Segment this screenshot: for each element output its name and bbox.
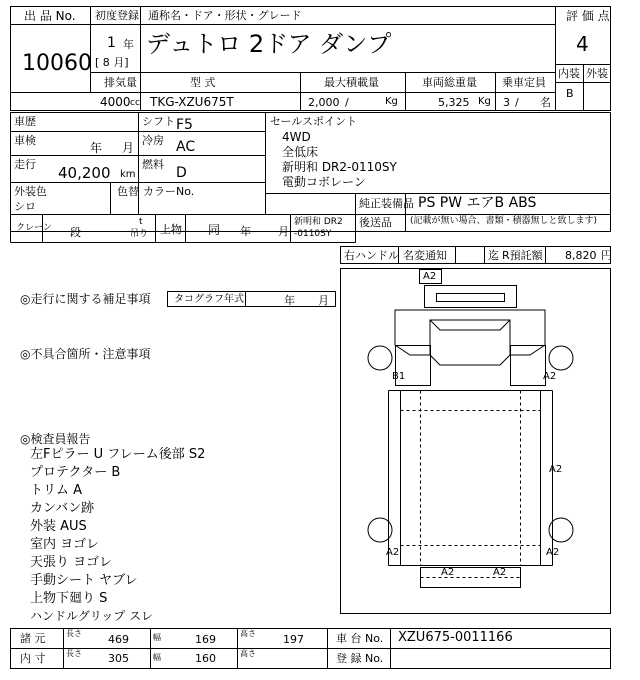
displacement-value: 4000: [100, 95, 131, 109]
ext-color-label: 外装色: [14, 185, 47, 198]
mark-a2-right-mid: A2: [549, 464, 563, 475]
r-value: 8,820: [565, 249, 597, 262]
mileage-label: 走行: [14, 158, 36, 171]
equipment-label: 純正装備品: [359, 197, 414, 210]
body-maker-1: 新明和 DR2: [294, 217, 343, 227]
crane-t: t: [139, 217, 143, 227]
mark-a2-right-front: A2: [543, 371, 557, 382]
inspector-line-8: 手動シート ヤブレ: [30, 573, 138, 588]
width-label-2: 幅: [153, 653, 161, 662]
sales-point-1: 4WD: [282, 130, 311, 144]
inner-len: 305: [108, 652, 129, 665]
ext-color-value: シロ: [14, 200, 36, 213]
dims-len: 469: [108, 633, 129, 646]
first-reg-label: 初度登録: [95, 9, 139, 22]
chassis-value: XZU675-0011166: [398, 630, 513, 645]
name-label: 通称名・ドア・形状・グレード: [148, 9, 302, 22]
inspector-line-3: トリム A: [30, 483, 83, 498]
dims-height: 197: [283, 633, 304, 646]
capacity-unit: 名: [540, 96, 551, 109]
load-unit: Kg: [385, 96, 398, 107]
docs-label: 後送品: [359, 216, 392, 229]
height-label-2: 高さ: [240, 649, 256, 658]
sales-point-3: 新明和 DR2-0110SY: [282, 160, 397, 174]
inspector-line-10: ハンドルグリップ スレ: [30, 609, 154, 623]
exterior-label: 外装: [586, 67, 608, 80]
weight-label: 車両総重量: [422, 76, 477, 89]
body-label: 上物: [160, 223, 182, 236]
ac-label: 冷房: [142, 134, 164, 147]
shaken-year-unit: 年: [90, 141, 103, 155]
sales-label: セールスポイント: [270, 115, 358, 128]
displacement-unit: cc: [130, 98, 140, 108]
capacity-label: 乗車定員: [502, 76, 546, 89]
driving-title: ◎走行に関する補足事項: [20, 292, 151, 306]
inner-label: 内 寸: [20, 652, 46, 665]
capacity-value: 3: [503, 96, 510, 109]
lot-number: 10060: [22, 51, 92, 76]
meter-change: 名変通知: [403, 249, 447, 262]
weight-unit: Kg: [478, 96, 491, 107]
dims-width: 169: [195, 633, 216, 646]
len-label-1: 長さ: [66, 629, 82, 638]
right-handle: 右ハンドル: [344, 249, 399, 262]
lot-label: 出 品 No.: [24, 9, 76, 23]
inspector-line-1: 左Fピラー U フレーム後部 S2: [30, 447, 206, 462]
car-name: デュトロ 2ドア ダンプ: [146, 30, 392, 58]
body-same: 同: [208, 223, 221, 237]
interior-label: 内装: [558, 67, 580, 80]
tacho-month: 月: [318, 294, 329, 307]
len-label-2: 長さ: [66, 649, 82, 658]
sales-point-2: 全低床: [282, 145, 319, 159]
r-label: R預託額: [502, 249, 543, 262]
front-left-wheel: [368, 346, 392, 370]
mileage-unit: km: [120, 169, 136, 180]
load-value: 2,000: [308, 96, 340, 109]
width-label-1: 幅: [153, 633, 161, 642]
crane-stage: 段: [70, 226, 81, 239]
truck-outline: [389, 286, 553, 588]
inner-width: 160: [195, 652, 216, 665]
model-label: 型 式: [190, 76, 216, 89]
equipment-value: PS PW エアB ABS: [418, 195, 537, 211]
inspector-title: ◎検査員報告: [20, 432, 91, 446]
first-reg-month: [ 8 月]: [95, 56, 129, 69]
first-reg-year: 1: [107, 35, 116, 51]
shaken-month-unit: 月: [122, 141, 135, 155]
mark-a2-right-rear: A2: [546, 547, 560, 558]
chassis-label: 車 台 No.: [336, 632, 384, 645]
fuel-label: 燃料: [142, 158, 164, 171]
load-label: 最大積載量: [324, 76, 379, 89]
mark-a2-top: A2: [423, 271, 437, 282]
reg-label: 登 録 No.: [336, 652, 384, 665]
weight-value: 5,325: [438, 96, 470, 109]
mark-b1-left: B1: [392, 371, 406, 382]
docs-note: (記載が無い場合、書類・積器無しと致します): [410, 216, 598, 226]
inspector-line-4: カンバン跡: [30, 501, 95, 516]
grade-value: 4: [576, 32, 589, 56]
sales-point-4: 電動コボレーン: [282, 175, 366, 189]
load-slash: /: [345, 96, 349, 109]
inspector-line-6: 室内 ヨゴレ: [30, 537, 100, 552]
tacho-label: タコグラフ年式: [174, 294, 244, 305]
inspector-line-7: 天張り ヨゴレ: [30, 555, 113, 570]
inspector-line-9: 上物下廻り S: [30, 591, 108, 606]
crane-hang: 吊り: [130, 229, 149, 239]
inspector-line-2: プロテクター B: [30, 465, 121, 480]
displacement-label: 排気量: [104, 76, 137, 89]
history-label: 車歴: [14, 115, 36, 128]
year-unit: 年: [123, 38, 134, 51]
color-change-label: 色替: [117, 185, 139, 198]
capacity-slash: /: [515, 96, 519, 109]
interior-grade: B: [566, 87, 574, 100]
crane-label: クレーン: [16, 223, 52, 233]
odometer-label: 迄: [488, 249, 499, 262]
color-no-label: カラーNo.: [143, 185, 195, 198]
defect-title: ◎不具合箇所・注意事項: [20, 347, 151, 361]
r-unit: 円: [601, 249, 612, 262]
shaken-label: 車検: [14, 134, 36, 147]
grade-label: 評 価 点: [566, 9, 610, 23]
dims-label: 諸 元: [20, 632, 46, 645]
height-label-1: 高さ: [240, 629, 256, 638]
body-year: 年: [240, 225, 251, 238]
inspector-line-5: 外装 AUS: [30, 519, 87, 534]
shift-label: シフト: [142, 115, 175, 128]
model-value: TKG-XZU675T: [150, 95, 234, 109]
mark-a2-rear-left: A2: [441, 567, 455, 578]
body-maker-2: -0110SY: [294, 229, 332, 239]
ac-value: AC: [176, 139, 196, 155]
tacho-year: 年: [284, 294, 295, 307]
fuel-value: D: [176, 165, 187, 181]
mark-a2-rear-right: A2: [493, 567, 507, 578]
mileage-value: 40,200: [58, 164, 111, 182]
front-right-wheel: [549, 346, 573, 370]
shift-value: F5: [176, 117, 193, 133]
mark-a2-left-rear: A2: [386, 547, 400, 558]
body-month: 月: [278, 225, 289, 238]
